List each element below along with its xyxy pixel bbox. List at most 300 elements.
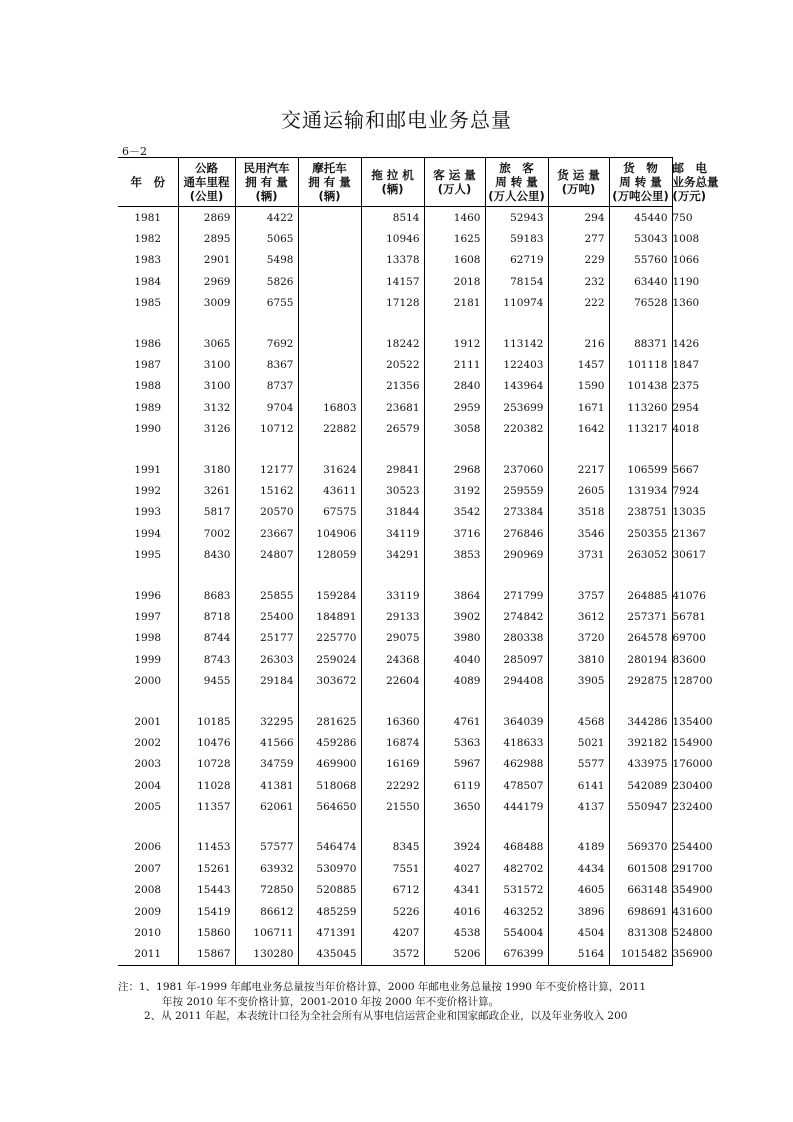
data-cell: 294	[548, 207, 609, 229]
data-cell: 15867	[178, 944, 235, 966]
data-cell: 55760	[609, 250, 672, 271]
data-cell: 18242	[361, 333, 424, 354]
data-cell: 5206	[424, 944, 485, 966]
spacer-cell	[118, 314, 178, 333]
data-cell: 3650	[424, 796, 485, 817]
data-cell: 8737	[235, 376, 298, 397]
column-header-line: (万人公里)	[488, 189, 545, 203]
data-cell: 104906	[298, 523, 361, 544]
data-cell: 1912	[424, 333, 485, 354]
year-cell: 1985	[134, 297, 162, 310]
data-cell: 15860	[178, 922, 235, 943]
spacer-cell	[424, 566, 485, 585]
table-row: 2003 10728 34759 469900 16169 5967 462988 5577 433975 176000	[118, 754, 672, 775]
column-header-line: 拥 有 量	[245, 175, 288, 189]
data-cell: 15261	[178, 858, 235, 879]
data-cell: 10712	[235, 419, 298, 440]
spacer-cell	[118, 818, 178, 837]
data-cell: 1608	[424, 250, 485, 271]
data-cell: 110974	[485, 293, 548, 314]
data-cell: 159284	[298, 585, 361, 606]
data-cell	[298, 354, 361, 375]
data-cell: 3518	[548, 502, 609, 523]
data-cell: 546474	[298, 837, 361, 858]
data-cell: 3192	[424, 480, 485, 501]
table-row: 1993 5817 20570 67575 31844 3542 273384 3518 238751 13035	[118, 502, 672, 523]
spacer-cell	[548, 692, 609, 711]
data-cell: 16874	[361, 732, 424, 753]
data-cell: 22882	[298, 419, 361, 440]
data-cell: 3100	[178, 354, 235, 375]
spacer-cell	[235, 440, 298, 459]
data-cell: 2968	[424, 459, 485, 480]
data-cell: 9704	[235, 397, 298, 418]
data-cell: 1015482	[609, 944, 672, 966]
table-row: 1983 2901 5498 13378 1608 62719 229 55760 1066	[118, 250, 672, 271]
data-cell: 184891	[298, 606, 361, 627]
column-header	[548, 158, 609, 207]
data-cell: 6141	[548, 775, 609, 796]
data-cell	[298, 228, 361, 249]
data-cell: 2840	[424, 376, 485, 397]
data-cell	[298, 250, 361, 271]
spacer-cell	[298, 566, 361, 585]
data-cell: 6755	[235, 293, 298, 314]
data-cell: 59183	[485, 228, 548, 249]
data-cell: 15419	[178, 901, 235, 922]
column-header-line: 摩托车	[312, 161, 347, 175]
data-cell: 3261	[178, 480, 235, 501]
data-cell: 3009	[178, 293, 235, 314]
data-cell: 294408	[485, 670, 548, 691]
data-cell: 88371	[609, 333, 672, 354]
year-cell: 1998	[134, 632, 162, 645]
year-cell: 1984	[134, 275, 162, 288]
year-cell: 2009	[134, 905, 162, 918]
data-cell: 4040	[424, 649, 485, 670]
data-cell: 11357	[178, 796, 235, 817]
data-cell: 25400	[235, 606, 298, 627]
spacer-cell	[298, 692, 361, 711]
data-cell: 5498	[235, 250, 298, 271]
year-cell: 1988	[134, 380, 162, 393]
footnote-1-continued: 年按 2010 年不变价格计算，2001-2010 年按 2000 年不变价格计算。	[162, 995, 500, 1008]
year-cell: 1983	[134, 254, 162, 267]
table-row: 2004 11028 41381 518068 22292 6119 478507 6141 542089 230400	[118, 775, 672, 796]
data-cell: 22604	[361, 670, 424, 691]
data-cell: 76528	[609, 293, 672, 314]
data-cell: 698691	[609, 901, 672, 922]
data-cell: 259024	[298, 649, 361, 670]
table-code: 6－2	[122, 145, 147, 158]
year-cell: 2007	[134, 862, 162, 875]
data-cell: 564650	[298, 796, 361, 817]
table-body	[118, 207, 713, 966]
spacer-cell	[548, 314, 609, 333]
data-cell: 8743	[178, 649, 235, 670]
column-header-line: 客 运 量	[433, 168, 476, 182]
table-row: 2009 15419 86612 485259 5226 4016 463252 3896 698691 431600	[118, 901, 672, 922]
data-cell: 4207	[361, 922, 424, 943]
data-cell: 435045	[298, 944, 361, 966]
data-cell: 392182	[609, 732, 672, 753]
data-cell: 1625	[424, 228, 485, 249]
data-cell: 271799	[485, 585, 548, 606]
table-row: 1992 3261 15162 43611 30523 3192 259559 2605 131934 7924	[118, 480, 672, 501]
table-row: 1997 8718 25400 184891 29133 3902 274842 3612 257371 56781	[118, 606, 672, 627]
data-cell: 20570	[235, 502, 298, 523]
data-cell: 550947	[609, 796, 672, 817]
spacer-cell	[178, 566, 235, 585]
data-cell: 17128	[361, 293, 424, 314]
year-cell: 1996	[134, 589, 162, 602]
data-cell: 290969	[485, 544, 548, 565]
data-cell: 277	[548, 228, 609, 249]
year-cell: 1993	[134, 506, 162, 519]
spacer-cell	[424, 818, 485, 837]
spacer-cell	[118, 566, 178, 585]
data-cell: 106711	[235, 922, 298, 943]
data-cell: 3180	[178, 459, 235, 480]
data-cell: 72850	[235, 880, 298, 901]
data-cell: 4538	[424, 922, 485, 943]
data-cell: 10946	[361, 228, 424, 249]
data-cell: 20522	[361, 354, 424, 375]
data-cell: 554004	[485, 922, 548, 943]
data-cell: 3905	[548, 670, 609, 691]
data-cell: 4341	[424, 880, 485, 901]
data-cell: 4089	[424, 670, 485, 691]
data-cell: 601508	[609, 858, 672, 879]
data-cell: 41381	[235, 775, 298, 796]
data-cell: 7692	[235, 333, 298, 354]
footnote-1: 注：1、1981 年-1999 年邮电业务总量按当年价格计算，2000 年邮电业务总量按 1990 年不变价格计算，2011	[118, 981, 647, 993]
column-header	[361, 158, 424, 207]
data-cell: 5826	[235, 271, 298, 292]
data-cell: 15162	[235, 480, 298, 501]
data-cell: 86612	[235, 901, 298, 922]
data-cell: 459286	[298, 732, 361, 753]
data-cell: 34119	[361, 523, 424, 544]
spacer-cell	[609, 818, 672, 837]
data-cell: 7551	[361, 858, 424, 879]
year-cell: 1992	[134, 484, 162, 497]
data-cell: 569370	[609, 837, 672, 858]
data-cell: 5967	[424, 754, 485, 775]
data-cell: 130280	[235, 944, 298, 966]
data-cell: 7002	[178, 523, 235, 544]
data-cell: 8367	[235, 354, 298, 375]
spacer-row	[118, 314, 672, 333]
data-cell: 2959	[424, 397, 485, 418]
data-cell: 3612	[548, 606, 609, 627]
data-cell: 57577	[235, 837, 298, 858]
table-row: 2010 15860 106711 471391 4207 4538 554004 4504 831308 524800	[118, 922, 672, 943]
table-row: 1999 8743 26303 259024 24368 4040 285097 3810 280194 83600	[118, 649, 672, 670]
data-cell: 34291	[361, 544, 424, 565]
data-cell: 113260	[609, 397, 672, 418]
year-cell: 1999	[134, 653, 162, 666]
data-cell: 10728	[178, 754, 235, 775]
spacer-cell	[609, 692, 672, 711]
spacer-cell	[118, 440, 178, 459]
data-cell: 518068	[298, 775, 361, 796]
spacer-row	[118, 440, 672, 459]
data-cell: 5021	[548, 732, 609, 753]
data-cell: 11028	[178, 775, 235, 796]
column-header-line: (辆)	[255, 189, 278, 203]
data-cell: 676399	[485, 944, 548, 966]
data-cell: 53043	[609, 228, 672, 249]
column-header-line: 货 运 量	[557, 168, 600, 182]
data-cell: 29075	[361, 628, 424, 649]
data-cell: 292875	[609, 670, 672, 691]
table-row: 2005 11357 62061 564650 21550 3650 444179 4137 550947 232400	[118, 796, 672, 817]
data-cell: 25177	[235, 628, 298, 649]
data-cell	[298, 293, 361, 314]
footnote-2: 2、从 2011 年起，本表统计口径为全社会所有从事电信运营企业和国家邮政企业，以及年业务收入 200	[144, 1010, 628, 1022]
data-cell: 2869	[178, 207, 235, 229]
column-header-line: (辆)	[318, 189, 341, 203]
data-cell: 663148	[609, 880, 672, 901]
data-cell: 4189	[548, 837, 609, 858]
spacer-cell	[178, 314, 235, 333]
table-row: 2000 9455 29184 303672 22604 4089 294408 3905 292875 128700	[118, 670, 672, 691]
data-cell: 3546	[548, 523, 609, 544]
column-header-line: 民用汽车	[243, 161, 290, 175]
table-row: 1986 3065 7692 18242 1912 113142 216 88371 1426	[118, 333, 672, 354]
data-cell: 462988	[485, 754, 548, 775]
spacer-cell	[178, 440, 235, 459]
year-cell: 1986	[134, 337, 162, 350]
data-cell: 29841	[361, 459, 424, 480]
data-cell: 463252	[485, 901, 548, 922]
data-cell: 3058	[424, 419, 485, 440]
data-cell: 485259	[298, 901, 361, 922]
data-cell: 30523	[361, 480, 424, 501]
spacer-cell	[548, 566, 609, 585]
year-cell: 2005	[134, 801, 162, 814]
table-row: 2002 10476 41566 459286 16874 5363 418633 5021 392182 154900	[118, 732, 672, 753]
data-cell: 542089	[609, 775, 672, 796]
year-cell: 1989	[134, 401, 162, 414]
column-header	[118, 158, 178, 207]
spacer-cell	[298, 314, 361, 333]
data-cell: 24368	[361, 649, 424, 670]
column-header-line: (辆)	[381, 182, 404, 196]
data-cell: 13378	[361, 250, 424, 271]
data-cell: 26303	[235, 649, 298, 670]
data-cell: 4605	[548, 880, 609, 901]
table-row: 2008 15443 72850 520885 6712 4341 531572 4605 663148 354900	[118, 880, 672, 901]
spacer-row	[118, 566, 672, 585]
spacer-cell	[298, 440, 361, 459]
year-cell: 2006	[134, 841, 162, 854]
table-row: 1995 8430 24807 128059 34291 3853 290969 3731 263052 30617	[118, 544, 672, 565]
data-cell: 10185	[178, 711, 235, 732]
data-cell: 4422	[235, 207, 298, 229]
data-cell: 274842	[485, 606, 548, 627]
data-cell: 250355	[609, 523, 672, 544]
data-cell: 3126	[178, 419, 235, 440]
table-row: 1994 7002 23667 104906 34119 3716 276846 3546 250355 21367	[118, 523, 672, 544]
data-cell: 478507	[485, 775, 548, 796]
spacer-cell	[485, 818, 548, 837]
year-cell: 1995	[134, 549, 162, 562]
table-row: 2011 15867 130280 435045 3572 5206 676399 5164 1015482 356900	[118, 944, 672, 966]
data-cell: 482702	[485, 858, 548, 879]
spacer-cell	[361, 566, 424, 585]
column-header-line: 通车里程	[183, 175, 230, 189]
data-cell	[298, 207, 361, 229]
data-cell: 444179	[485, 796, 548, 817]
data-cell: 8683	[178, 585, 235, 606]
data-cell: 216	[548, 333, 609, 354]
data-cell: 4568	[548, 711, 609, 732]
data-cell: 6119	[424, 775, 485, 796]
data-cell: 3542	[424, 502, 485, 523]
data-cell: 8718	[178, 606, 235, 627]
data-cell: 229	[548, 250, 609, 271]
data-cell: 433975	[609, 754, 672, 775]
table-row: 1991 3180 12177 31624 29841 2968 237060 2217 106599 5667	[118, 459, 672, 480]
data-cell: 16169	[361, 754, 424, 775]
data-cell: 8744	[178, 628, 235, 649]
year-cell: 2008	[134, 884, 162, 897]
data-cell: 25855	[235, 585, 298, 606]
data-cell: 3853	[424, 544, 485, 565]
data-cell: 2605	[548, 480, 609, 501]
data-cell: 4137	[548, 796, 609, 817]
data-cell: 257371	[609, 606, 672, 627]
data-cell: 24807	[235, 544, 298, 565]
data-cell: 10476	[178, 732, 235, 753]
spacer-cell	[424, 314, 485, 333]
data-cell: 5226	[361, 901, 424, 922]
column-header	[178, 158, 235, 207]
data-cell: 34759	[235, 754, 298, 775]
data-cell: 67575	[298, 502, 361, 523]
data-cell: 29133	[361, 606, 424, 627]
data-cell: 2018	[424, 271, 485, 292]
table-row: 1985 3009 6755 17128 2181 110974 222 76528 1360	[118, 293, 672, 314]
data-cell: 113142	[485, 333, 548, 354]
table-row: 1988 3100 8737 21356 2840 143964 1590 101438 2375	[118, 376, 672, 397]
spacer-cell	[609, 440, 672, 459]
data-cell: 3716	[424, 523, 485, 544]
data-cell: 280194	[609, 649, 672, 670]
data-cell: 5817	[178, 502, 235, 523]
data-cell: 33119	[361, 585, 424, 606]
column-header-line: 拥 有 量	[308, 175, 351, 189]
spacer-cell	[235, 818, 298, 837]
table-row: 1982 2895 5065 10946 1625 59183 277 53043 1008	[118, 228, 672, 249]
data-cell: 3065	[178, 333, 235, 354]
data-cell: 16803	[298, 397, 361, 418]
data-cell: 21356	[361, 376, 424, 397]
data-cell: 831308	[609, 922, 672, 943]
data-cell: 2895	[178, 228, 235, 249]
table-row: 1987 3100 8367 20522 2111 122403 1457 101118 1847	[118, 354, 672, 375]
data-cell: 3572	[361, 944, 424, 966]
data-cell: 237060	[485, 459, 548, 480]
data-cell: 11453	[178, 837, 235, 858]
data-cell: 15443	[178, 880, 235, 901]
table-row: 1989 3132 9704 16803 23681 2959 253699 1671 113260 2954	[118, 397, 672, 418]
year-cell: 1987	[134, 359, 162, 372]
spacer-cell	[609, 314, 672, 333]
year-cell: 2000	[134, 675, 162, 688]
year-cell: 2001	[134, 715, 162, 728]
data-cell: 5363	[424, 732, 485, 753]
data-cell: 101118	[609, 354, 672, 375]
spacer-cell	[235, 314, 298, 333]
spacer-cell	[548, 818, 609, 837]
data-cell: 264885	[609, 585, 672, 606]
data-cell: 41566	[235, 732, 298, 753]
data-cell: 62719	[485, 250, 548, 271]
data-cell: 5577	[548, 754, 609, 775]
data-cell: 4504	[548, 922, 609, 943]
data-cell: 253699	[485, 397, 548, 418]
spacer-row	[118, 818, 672, 837]
data-cell: 63932	[235, 858, 298, 879]
data-cell: 101438	[609, 376, 672, 397]
spacer-cell	[548, 440, 609, 459]
data-cell: 259559	[485, 480, 548, 501]
data-cell: 1457	[548, 354, 609, 375]
spacer-cell	[424, 440, 485, 459]
data-cell: 22292	[361, 775, 424, 796]
table-row: 1984 2969 5826 14157 2018 78154 232 63440 1190	[118, 271, 672, 292]
data-cell: 128059	[298, 544, 361, 565]
data-cell: 530970	[298, 858, 361, 879]
column-header-line: (万吨公里)	[612, 189, 669, 203]
data-cell: 2181	[424, 293, 485, 314]
spacer-cell	[361, 440, 424, 459]
data-cell: 8345	[361, 837, 424, 858]
spacer-cell	[118, 692, 178, 711]
data-cell: 303672	[298, 670, 361, 691]
column-header-line: 拖 拉 机	[371, 168, 414, 182]
year-cell: 1991	[134, 463, 162, 476]
spacer-cell	[485, 692, 548, 711]
year-cell: 2011	[134, 948, 162, 961]
column-header	[298, 158, 361, 207]
spacer-cell	[485, 440, 548, 459]
data-cell: 1671	[548, 397, 609, 418]
table-row: 2006 11453 57577 546474 8345 3924 468488 4189 569370 254400	[118, 837, 672, 858]
data-cell: 113217	[609, 419, 672, 440]
column-header	[485, 158, 548, 207]
table-row: 1996 8683 25855 159284 33119 3864 271799 3757 264885 41076	[118, 585, 672, 606]
data-cell: 232	[548, 271, 609, 292]
data-cell: 4027	[424, 858, 485, 879]
column-header-line: (万吨)	[561, 182, 596, 196]
data-cell: 285097	[485, 649, 548, 670]
year-cell: 2004	[134, 779, 162, 792]
table-row: 2007 15261 63932 530970 7551 4027 482702 4434 601508 291700	[118, 858, 672, 879]
data-cell: 26579	[361, 419, 424, 440]
column-header-line: (万人)	[437, 182, 472, 196]
data-cell: 52943	[485, 207, 548, 229]
year-cell: 1994	[134, 527, 162, 540]
data-cell: 531572	[485, 880, 548, 901]
footnotes	[118, 980, 688, 1024]
year-cell: 1997	[134, 610, 162, 623]
data-cell: 520885	[298, 880, 361, 901]
table-row: 1998 8744 25177 225770 29075 3980 280338 3720 264578 69700	[118, 628, 672, 649]
